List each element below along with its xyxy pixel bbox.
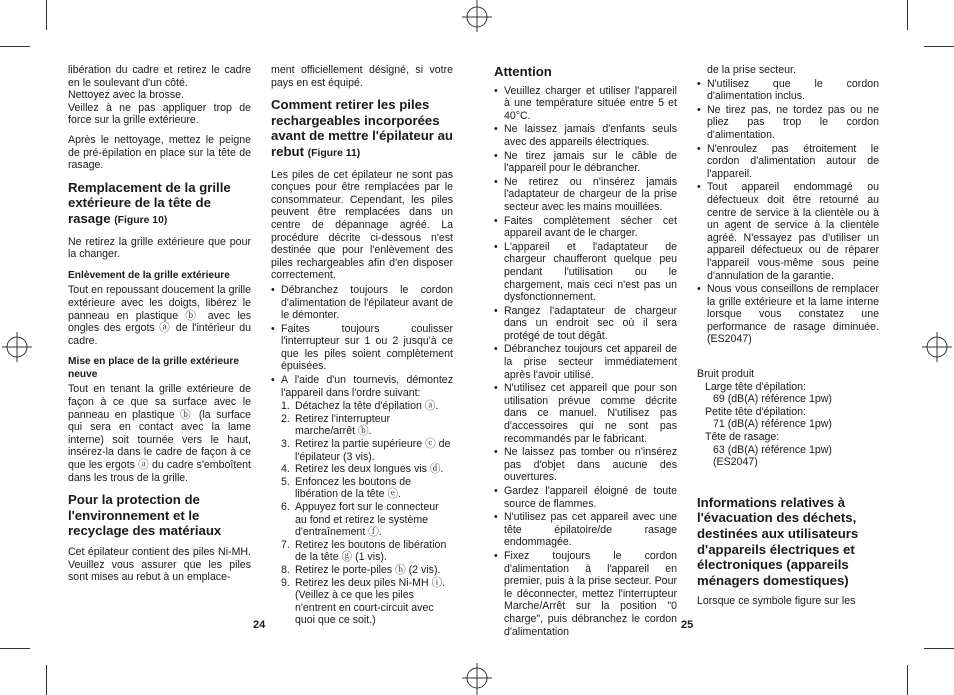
paragraph: Tout en repoussant doucement la grille extérieure avec les doigts, libérez le panneau en plastique ⓑ avec les ongles des ergots ⓐ de l'intérieur du cadre. [68,284,251,347]
bullet-list [494,85,677,639]
noise-spec [697,368,879,469]
section-heading: Remplacement de la grille extérieure de la tête de rasage (Figure 10) [68,179,231,226]
list-item: 3. Retirez la partie supérieure ⓒ de l'épilateur (3 vis). [281,438,451,463]
paragraph: de la prise secteur. [707,64,796,76]
list-item: • L'appareil et l'adaptateur de chargeur chaufferont quelque peu pendant l'utilisation ou le chargement, mais ceci n'est pas un dysfonctionnement. [494,241,677,304]
noise-label: Petite tête d'épilation: [705,405,806,418]
list-item: • Nous vous conseillons de remplacer la grille extérieure et la lame interne lorsque vous constatez une performance de rasage diminuée. (ES2047) [697,283,879,346]
list-item: 4. Retirez les deux longues vis ⓓ. [281,463,444,476]
list-item: 8. Retirez le porte-piles ⓗ (2 vis). [281,563,441,576]
noise-value: 63 (dB(A) référence 1pw) (ES2047) [713,443,832,469]
list-item: 9. Retirez les deux piles Ni-MH ⓘ. (Veillez à ce que les piles n'entrent en court-circuit avec quoi que ce soit.) [281,576,446,627]
right-page-column-1 [494,64,677,639]
list-item: • Débranchez toujours le cordon d'alimentation de l'épilateur avant de le démonter. [271,284,453,322]
section-heading: Informations relatives à l'évacuation des déchets, destinées aux utilisateurs d'appareils électriques et électroniques (appareils ménagers domestiques) [697,494,859,588]
paragraph: Veillez à ne pas appliquer trop de force sur la grille extérieure. [68,101,251,127]
bullet-list [271,284,453,399]
list-item: 2. Retirez l'interrupteur marche/arrêt ⓑ. [281,412,391,438]
section-heading: Pour la protection de l'environnement et le recyclage des matériaux [68,492,222,539]
list-item: • N'utilisez que le cordon d'alimentation inclus. [697,78,879,103]
left-page-column-2 [271,64,453,627]
noise-value: 69 (dB(A) référence 1pw) [713,393,832,406]
list-item: • Fixez toujours le cordon d'alimentation à l'appareil en premier, puis à la prise secteur. Pour le déconnecter, mettez l'interrupteur Marche/Arrêt sur la position "0 charge", puis débranchez le cordon d'alimentation [494,550,677,638]
page-number: 25 [681,619,694,631]
paragraph: Après le nettoyage, mettez le peigne de pré-épilation en place sur la tête de rasage. [68,133,251,172]
list-item: • Ne laissez pas tomber ou n'insérez pas d'objet dans aucune des ouvertures. [494,446,677,484]
list-item: • Veuillez charger et utiliser l'appareil à une température située entre 5 et 40°C. [494,85,677,123]
list-item: • Gardez l'appareil éloigné de toute source de flammes. [494,485,677,510]
list-item: • N'utilisez pas cet appareil avec une tête épilatoire/de rasage endommagée. [494,511,677,549]
list-item: 6. Appuyez fort sur le connecteur au fond et retirez le système d'entraînement ⓕ. [281,501,439,539]
list-item: • Débranchez toujours cet appareil de la prise secteur immédiatement après l'avoir utilisé. [494,343,677,381]
right-page-column-2 [697,64,879,615]
list-item: 7. Retirez les boutons de libération de la tête ⓖ (1 vis). [281,538,447,564]
paragraph: Les piles de cet épilateur ne sont pas conçues pour être remplacées par le consommateur. Cependant, les piles peuvent être remplacées dans un centre de dépannage agréé. La procédure décrite ci-dessous n'est destinée que pour l'enlèvement des piles rechargeables afin d'en disposer correctement. [271,168,453,282]
list-item: • Tout appareil endommagé ou défectueux doit être retourné au centre de service à la clientèle ou à un agent de service à la clientèle agréé. N'essayez pas d'utiliser un appareil défectueux ou de réparer l'appareil vous-même sous peine d'annulation de la garantie. [697,181,879,282]
list-item: • Ne laissez jamais d'enfants seuls avec des appareils électriques. [494,123,677,148]
noise-label: Large tête d'épilation: [705,380,806,393]
list-item: • Faites toujours coulisser l'interrupteur sur 1 ou 2 jusqu'à ce que les piles soient complètement épuisées. [271,323,453,373]
list-item: • Ne retirez ou n'insérez jamais l'adaptateur de chargeur de la prise secteur avec les mains mouillées. [494,176,677,214]
list-item: 5. Enfoncez les boutons de libération de la tête ⓔ. [281,475,412,501]
left-page-column-1 [68,64,251,591]
paragraph: Lorsque ce symbole figure sur les [697,595,856,608]
list-item: • N'enroulez pas étroitement le cordon d'alimentation autour de l'appareil. [697,143,879,181]
list-item: 1. Détachez la tête d'épilation ⓐ. [281,400,439,413]
section-heading: Comment retirer les piles rechargeables incorporées avant de mettre l'épilateur au rebut (Figure 11) [271,97,453,159]
numbered-list [281,400,453,627]
noise-value: 71 (dB(A) référence 1pw) [713,418,832,431]
list-item: • A l'aide d'un tournevis, démontez l'appareil dans l'ordre suivant: [271,374,453,399]
paragraph: ment officiellement désigné, si votre pays en est équipé. [271,64,453,89]
list-item: • Ne tirez jamais sur le câble de l'appareil pour le débrancher. [494,150,677,175]
paragraph: Ne retirez la grille extérieure que pour la changer. [68,235,251,261]
paragraph: Nettoyez avec la brosse. [68,89,184,102]
list-item: • Rangez l'adaptateur de chargeur dans un endroit sec où il sera protégé de tout dégât. [494,305,677,343]
paragraph: Cet épilateur contient des piles Ni-MH. Veuillez vous assurer que les piles sont mises au rebut à un emplace- [68,546,251,584]
paragraph: libération du cadre et retirez le cadre en le soulevant d'un côté. [68,64,251,89]
section-heading: Attention [494,64,552,79]
list-item: • Ne tirez pas, ne tordez pas ou ne pliez pas trop le cordon d'alimentation. [697,104,879,142]
paragraph: Tout en tenant la grille extérieure de façon à ce que sa surface avec le panneau en plastique ⓑ (la surface qui sera en contact avec la lame interne) soit tournée vers le haut, insérez-la dans le cadre de façon à ce que les ergots ⓐ du cadre s'emboîtent dans les trous de la grille. [68,383,251,484]
list-item: • N'utilisez cet appareil que pour son utilisation prévue comme décrite dans ce manuel. N'utilisez pas d'accessoires qui ne sont pas recommandés par le fabricant. [494,382,677,445]
noise-label: Tête de rasage: [705,431,780,444]
bullet-list [697,78,879,346]
noise-title: Bruit produit [697,368,755,381]
subsection-heading: Mise en place de la grille extérieure neuve [68,356,240,380]
subsection-heading: Enlèvement de la grille extérieure [68,269,230,281]
list-item: • Faites complètement sécher cet appareil avant de le charger. [494,215,677,240]
page-number: 24 [253,619,266,631]
